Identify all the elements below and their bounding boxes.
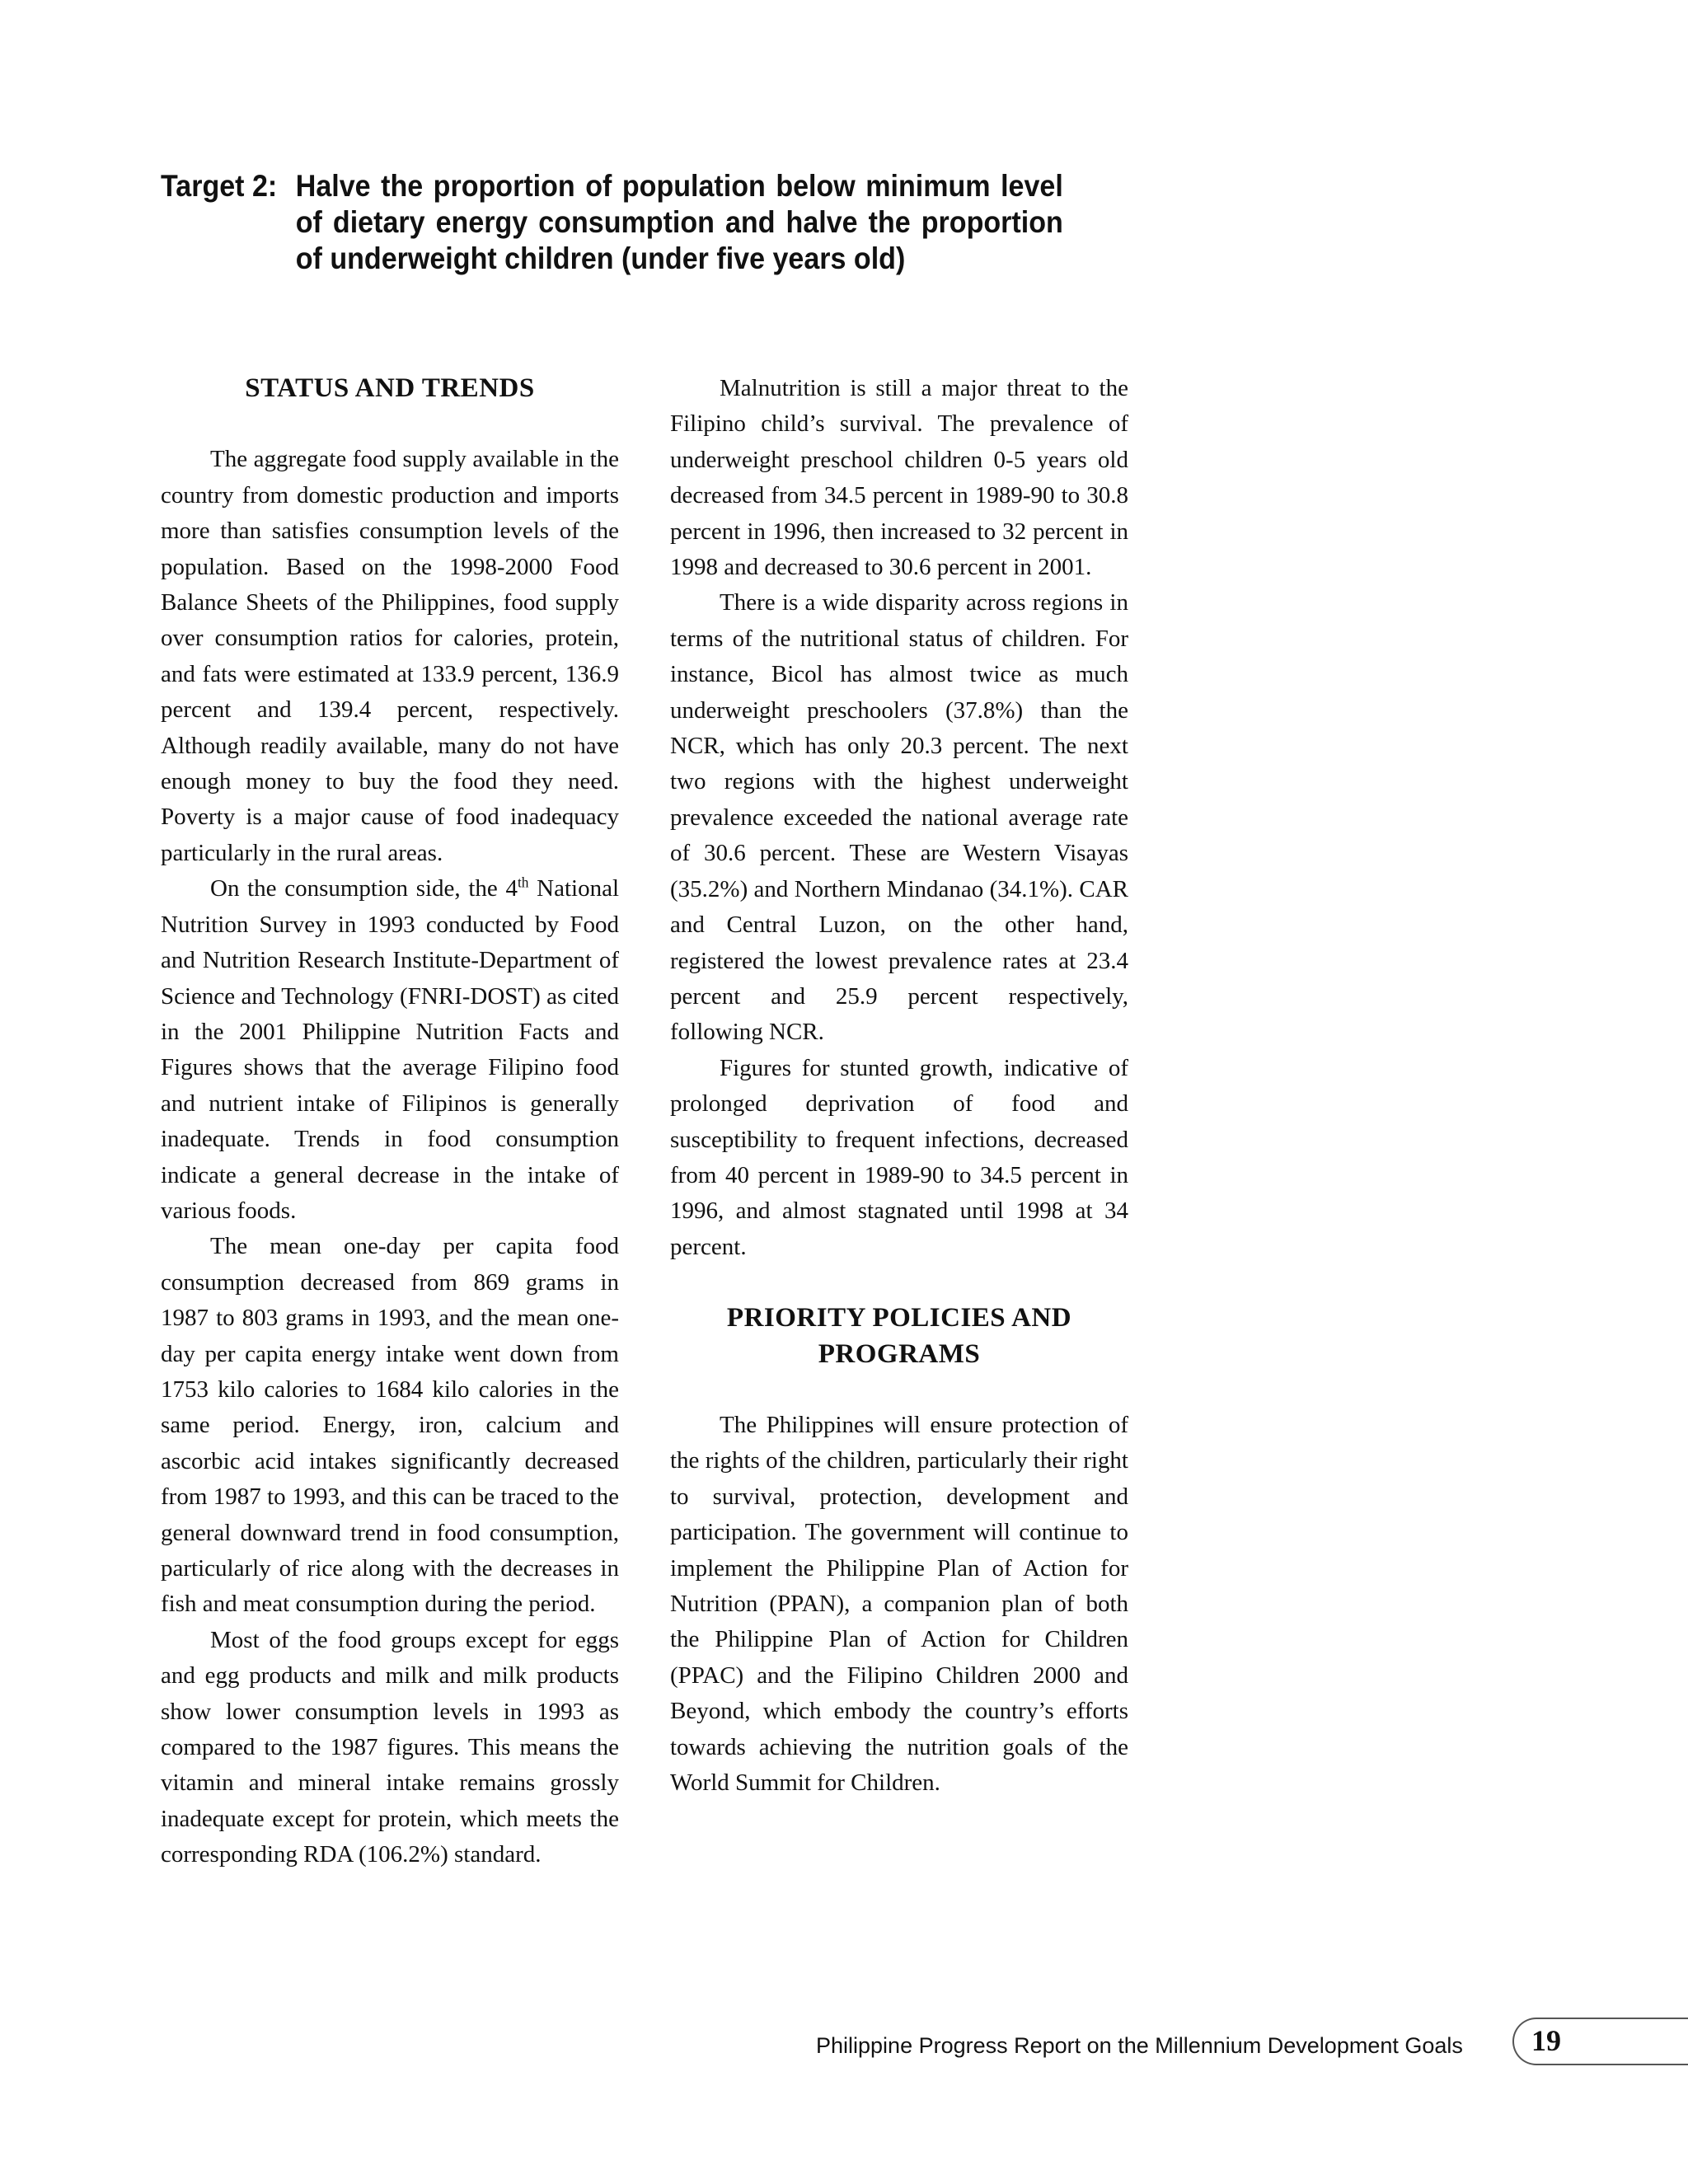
status-paragraph-3: The mean one-day per capita food consumption decreased from 869 grams in 1987 to 803 grams in 1993, and the mean one-day per capita energy intake went down from 1753 kilo calories to 1684 kilo calories in the same period. Energy, iron, calcium and ascorbic acid intakes significantly decreased from 1987 to 1993, and this can be traced to the general downward trend in food consumption, particularly of rice along with the decreases in fish and meat consumption during the period. <box>161 1233 619 1618</box>
status-trends-heading: STATUS AND TRENDS <box>245 373 535 403</box>
right-column <box>670 371 1128 1801</box>
status-paragraph-2-rest: National Nutrition Survey in 1993 conducted by Food and Nutrition Research Institute-Department of Science and Technology (FNRI-DOST) as cited in the 2001 Philippine Nutrition Facts and Figures shows that the average Filipino food and nutrient intake of Filipinos is generally inadequate. Trends in food consumption indicate a general decrease in the intake of various foods. <box>161 875 620 1224</box>
status-paragraph-5: Malnutrition is still a major threat to the Filipino child’s survival. The prevalence of underweight preschool children 0-5 years old decreased from 34.5 percent in 1989-90 to 30.8 percent in 1996, then increased to 32 percent in 1998 and decreased to 30.6 percent in 2001. <box>670 375 1128 581</box>
report-title-footer: Philippine Progress Report on the Millennium Development Goals <box>816 2033 1463 2058</box>
priority-paragraph-1: The Philippines will ensure protection of the rights of the children, particularly their right to survival, protection, development and participation. The government will continue to implement the Philippine Plan of Action for Nutrition (PPAN), a companion plan of both the Philippine Plan of Action for Children (PPAC) and the Filipino Children 2000 and Beyond, which embody the country’s efforts towards achieving the nutrition goals of the World Summit for Children. <box>670 1411 1128 1797</box>
target-header <box>161 168 1063 277</box>
status-paragraph-6: There is a wide disparity across regions in terms of the nutritional status of children. For instance, Bicol has almost twice as much underweight preschoolers (37.8%) than the NCR, which has only 20.3 percent. The next two regions with the highest underweight prevalence exceeded the national average rate of 30.6 percent. These are Western Visayas (35.2%) and Northern Mindanao (34.1%). CAR and Central Luzon, on the other hand, registered the lowest prevalence rates at 23.4 percent and 25.9 percent respectively, following NCR. <box>670 589 1128 1046</box>
target-title: Halve the proportion of population below minimum level of dietary energy consumption and halve the proportion of underweight children (under five years old) <box>295 169 1063 275</box>
priority-policies-heading: PRIORITY POLICIES AND PROGRAMS <box>726 1303 1072 1369</box>
ordinal-superscript: th <box>517 874 529 891</box>
status-paragraph-1: The aggregate food supply available in the country from domestic production and imports more than satisfies consumption levels of the population. Based on the 1998-2000 Food Balance Sheets of the Philippines, food supply over consumption ratios for calories, protein, and fats were estimated at 133.9 percent, 136.9 percent and 139.4 percent, respectively. Although readily available, many do not have enough money to buy the food they need. Poverty is a major cause of food inadequacy particularly in the rural areas. <box>161 446 619 866</box>
status-paragraph-2-start: On the consumption side, the 4 <box>210 875 518 902</box>
status-paragraph-4: Most of the food groups except for eggs and egg products and milk and milk products show lower consumption levels in 1993 as compared to the 1987 figures. This means the vitamin and mineral intake remains grossly inadequate except for protein, which meets the corresponding RDA (106.2%) standard. <box>161 1626 619 1868</box>
left-column <box>161 371 619 1873</box>
target-label: Target 2: <box>161 169 278 203</box>
status-paragraph-2 <box>161 871 619 1229</box>
status-paragraph-7: Figures for stunted growth, indicative of prolonged deprivation of food and susceptibility to frequent infections, decreased from 40 percent in 1989-90 to 34.5 percent in 1996, and almost stagnated until 1998 at 34 percent. <box>670 1054 1128 1260</box>
page-number: 19 <box>1531 2024 1561 2057</box>
